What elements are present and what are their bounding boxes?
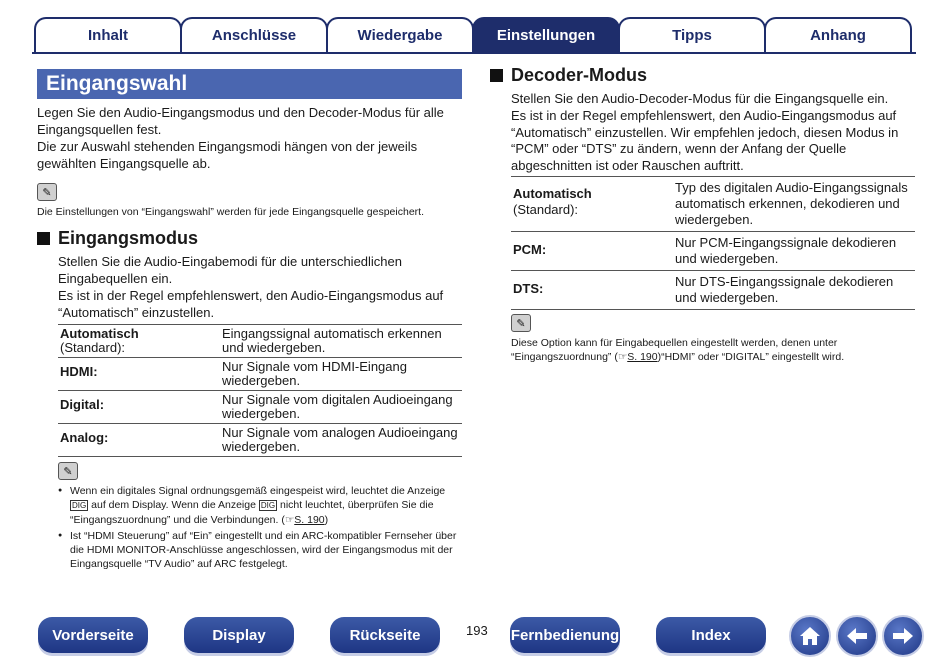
table-desc: Nur Signale vom HDMI-Eingang wiedergeben. [222, 359, 407, 388]
table-desc: Nur Signale vom analogen Audioeingang wiedergeben. [222, 425, 458, 454]
note-text-1: Die Einstellungen von “Eingangswahl” werden für jede Eingangsquelle gespeichert. [37, 206, 424, 218]
notes-list [58, 484, 462, 573]
table-row [58, 358, 462, 391]
intro-paragraph-2: Die zur Auswahl stehenden Eingangsmodi hängen von der jeweils gewählten Eingangsquelle ab. [37, 139, 418, 171]
list-item: ● Wenn ein digitales Signal ordnungsgemäß eingespeist wird, leuchtet die Anzeige DIG auf dem Display. Wenn die Anzeige DIG nicht leuchtet, überprüfen Sie die “Eingangszuordnung” und die Verbindungen. (☞S. 190) [58, 484, 462, 527]
bullet-text: Wenn ein digitales Signal ordnungsgemäß eingespeist wird, leuchtet die Anzeige [70, 485, 446, 497]
pencil-icon: ✎ [37, 183, 57, 201]
table-desc: Eingangssignal automatisch erkennen und wiedergeben. [222, 326, 442, 355]
arrow-right-glyph [891, 626, 915, 646]
table-row [58, 391, 462, 424]
table-key-cell [511, 177, 673, 232]
display-button[interactable]: Display [184, 617, 294, 653]
table-row [58, 325, 462, 358]
bullet-text: auf dem Display. Wenn die Anzeige [88, 499, 259, 511]
tab-anhang[interactable]: Anhang [764, 17, 912, 52]
table-key: PCM: [513, 242, 547, 257]
section-heading-text: Eingangsmodus [58, 228, 199, 248]
right-paragraph-2: Es ist in der Regel empfehlenswert, den Audio-Eingangsmodus auf “Automatisch” einzustellen. Wir empfehlen jedoch, diesen Modus in “PCM” oder “DTS” zu ändern, wenn der Anfang der Quelle abgeschnitten ist oder Rauschen auftritt. [511, 108, 899, 173]
right-paragraph-1: Stellen Sie den Audio-Decoder-Modus für die Eingangsquelle ein. [511, 91, 889, 106]
table-key: DTS: [513, 281, 544, 296]
table-key-sub: (Standard): [513, 202, 579, 217]
dig-indicator-icon: DIG [260, 501, 276, 510]
arrow-left-icon[interactable] [836, 615, 878, 657]
page-reference-link[interactable]: S. 190 [294, 514, 325, 526]
table-desc: Nur Signale vom digitalen Audioeingang wiedergeben. [222, 392, 453, 421]
page-number: 193 [466, 623, 488, 638]
note-text-2 [511, 336, 911, 364]
tab-baseline [32, 52, 916, 54]
table-key: Analog: [60, 430, 109, 445]
home-glyph [798, 625, 822, 647]
tab-anschluesse[interactable]: Anschlüsse [180, 17, 328, 52]
section-heading-decoder-modus [490, 65, 647, 86]
remote-control-button[interactable]: Fernbedienung [510, 617, 620, 653]
tab-tipps[interactable]: Tipps [618, 17, 766, 52]
arrow-left-glyph [845, 626, 869, 646]
heading-square-icon [490, 69, 503, 82]
tab-wiedergabe[interactable]: Wiedergabe [326, 17, 474, 52]
heading-square-icon [37, 232, 50, 245]
top-tab-bar [32, 17, 916, 54]
note-text-part: Diese Option kann für Eingabequellen eingestellt werden, denen unter “Eingangszuordnung” ( [511, 337, 838, 363]
tab-einstellungen[interactable]: Einstellungen [472, 17, 620, 52]
front-panel-button[interactable]: Vorderseite [38, 617, 148, 653]
section-paragraph-2: Es ist in der Regel empfehlenswert, den Audio-Eingangsmodus auf “Automatisch” einzustellen. [58, 288, 444, 320]
table-key: Automatisch [513, 186, 592, 201]
table-row [511, 177, 915, 232]
arrow-right-icon[interactable] [882, 615, 924, 657]
pointing-hand-icon: ☞ [617, 351, 628, 363]
dig-indicator-icon: DIG [72, 501, 87, 510]
section-heading-text: Decoder-Modus [511, 65, 648, 85]
bullet-text: nicht leuchtet, überprüfen Sie die “Eingangszuordnung” und die Verbindungen. [70, 499, 434, 526]
index-button[interactable]: Index [656, 617, 766, 653]
rear-panel-button[interactable]: Rückseite [330, 617, 440, 653]
pencil-icon: ✎ [511, 314, 531, 332]
section-paragraph-1: Stellen Sie die Audio-Eingabemodi für die unterschiedlichen Eingabequellen ein. [58, 254, 402, 286]
table-desc: Nur DTS-Eingangssignale dekodieren und wiedergeben. [675, 274, 894, 305]
home-icon[interactable] [789, 615, 831, 657]
table-key: Automatisch [60, 326, 139, 341]
note-text-part: )“HDMI” oder “DIGITAL” eingestellt wird. [657, 351, 845, 363]
table-row [58, 424, 462, 457]
intro-paragraph-1: Legen Sie den Audio-Eingangsmodus und den Decoder-Modus für alle Eingangsquellen fest. [37, 105, 444, 137]
section-heading-eingangsmodus [37, 228, 198, 249]
page-title: Eingangswahl [37, 69, 462, 99]
table-key: Digital: [60, 397, 105, 412]
decoder-mode-table [511, 176, 915, 310]
table-key: HDMI: [60, 364, 98, 379]
input-mode-table [58, 324, 462, 457]
table-desc: Nur PCM-Eingangssignale dekodieren und wiedergeben. [675, 235, 897, 266]
table-key-cell [58, 325, 220, 358]
tab-inhalt[interactable]: Inhalt [34, 17, 182, 52]
list-item: ● Ist “HDMI Steuerung” auf “Ein” eingestellt und ein ARC-kompatibler Fernseher über die HDMI MONITOR-Anschlüsse angeschlossen, wird der Eingangsmodus mit der Eingangsquelle “TV Audio” auf ARC festgelegt. [58, 529, 462, 571]
page-reference-link[interactable]: S. 190 [627, 351, 658, 363]
pointing-hand-icon: ☞ [284, 514, 295, 526]
table-key-sub: (Standard): [60, 339, 126, 355]
table-desc: Typ des digitalen Audio-Eingangssignals automatisch erkennen, dekodieren und wiedergeben. [675, 180, 908, 227]
table-row [511, 271, 915, 310]
table-row [511, 232, 915, 271]
pencil-icon: ✎ [58, 462, 78, 480]
